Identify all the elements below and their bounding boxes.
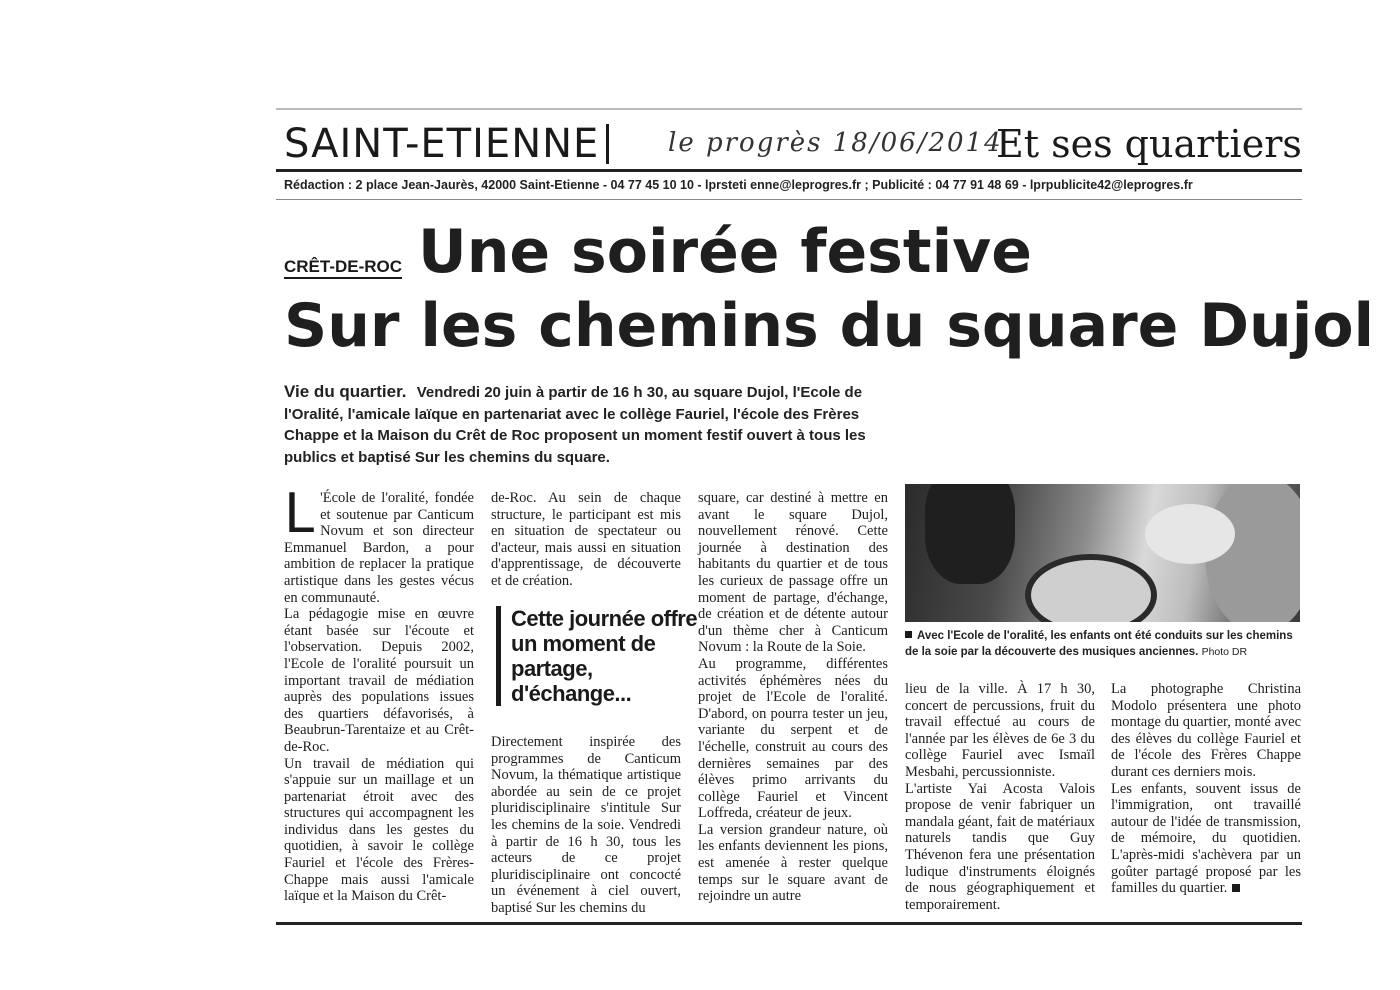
bottom-rule [276,922,1302,925]
article-photo [905,484,1300,622]
column-3-paragraph-2: Au programme, différentes activités éphémères nées du projet de l'Ecole de l'oralité. D'abord, on pourra tester un jeu, variante du serpent et de l'échelle, construit au cours des dernières semaines par des élèves primo arrivants du collège Fauriel et Vincent Loffreda, créateur de jeux. [698,655,888,822]
rubric-label: CRÊT-DE-ROC [284,257,402,279]
end-of-article-icon [1232,884,1240,892]
city-title: SAINT-ETIENNE [284,121,600,167]
caption-text: Avec l'Ecole de l'oralité, les enfants ont été conduits sur les chemins de la soie par la découverte des musiques anciennes. [905,630,1293,658]
article-column-2 [491,490,681,590]
section-title: Et ses quartiers [996,122,1302,166]
column-5-paragraph-2: Les enfants, souvent issus de l'immigration, ont travaillé autour de l'idée de transmission, de mémoire, du quotidien. L'après-midi s'achèvera par un goûter partagé proposé par les familles du quartier. [1111,780,1301,897]
column-4-paragraph-1: lieu de la ville. À 17 h 30, concert de percussions, fruit du travail effectué au cours de l'année par les élèves de 6e 3 du collège Fauriel avec Ismaïl Mesbahi, percussionniste. [905,681,1095,780]
photo-credit: Photo DR [1201,646,1248,658]
article-standfirst [284,381,894,468]
article-column-1 [284,482,474,905]
article-column-2-continued [491,734,681,917]
column-1-paragraph-2: La pédagogie mise en œuvre étant basée sur l'écoute et l'observation. Depuis 2002, l'Ecole de l'oralité poursuit un important travail de médiation auprès des populations issues des quartiers défavorisés, à Beaubrun-Tarentaize et au Crêt-de-Roc. [284,606,474,755]
column-5-paragraph-1: La photographe Christina Modolo présentera une photo montage du quartier, monté avec des élèves du collège Fauriel et de l'école des Frères Chappe durant ces derniers mois. [1111,681,1301,780]
column-4-paragraph-2: L'artiste Yai Acosta Valois propose de venir fabriquer un mandala géant, fait de matériaux naturels tandis que Guy Thévenon fera une présentation ludique d'instruments éloignés de nous géographiquement et temporairement. [905,780,1095,913]
drop-cap: L [284,482,315,545]
column-3-paragraph-3: La version grandeur nature, où les enfants deviennent les pions, est amenée à rester quelque temps sur le square avant de rejoindre un autre [698,821,888,905]
column-5-paragraph-2-wrap [1111,781,1301,897]
column-2-paragraph-2: Directement inspirée des programmes de Canticum Novum, la thématique artistique abordée au sein de ce projet pluridisciplinaire s'intitule Sur les chemins de la soie. Vendredi à partir de 16 h 30, tous les acteurs de ce projet pluridisciplinaire ont concocté un événement à ciel ouvert, baptisé Sur les chemins du [491,734,681,916]
headline-line-2: Sur les chemins du square Dujol [284,291,1375,361]
photo-caption [905,628,1303,660]
top-rule [276,108,1302,110]
standfirst-text: Vendredi 20 juin à partir de 16 h 30, au square Dujol, l'Ecole de l'Oralité, l'amicale laïque en partenariat avec le collège Fauriel, l'école des Frères Chappe et la Maison du Crêt de Roc proposent un moment festif ouvert à tous les publics et baptisé Sur les chemins du square. [284,384,866,466]
standfirst-lead: Vie du quartier. [284,382,407,401]
contact-bottom-rule [276,199,1302,200]
contact-line: Rédaction : 2 place Jean-Jaurès, 42000 Saint-Etienne - 04 77 45 10 10 - lprsteti enne@leprogres.fr ; Publicité : 04 77 91 48 69 - lprpublicite42@leprogres.fr [284,178,1193,192]
handwritten-source-note: le progrès 18/06/2014 [668,128,1003,158]
pull-quote: Cette journée offre un moment de partage, d'échange... [496,606,701,706]
article-column-5 [1111,681,1301,897]
caption-bullet-icon [905,631,912,638]
column-3-paragraph-1: square, car destiné à mettre en avant le square Dujol, nouvellement rénové. Cette journée à destination des habitants du quartier et de tous les curieux de passage offre un moment de partage, d'échange, de création et de détente autour d'un thème cher à Canticum Novum : la Route de la Soie. [698,490,888,656]
header-separator [606,124,609,164]
article-column-4 [905,681,1095,913]
headline-line-1: Une soirée festive [418,217,1032,287]
article-column-3 [698,490,888,905]
column-2-paragraph-1: de-Roc. Au sein de chaque structure, le participant est mis en situation de spectateur ou d'acteur, mais aussi en situation d'apprentissage, de découverte et de création. [491,490,681,589]
column-1-paragraph-1: 'École de l'oralité, fondée et soutenue par Canticum Novum et son directeur Emmanuel Bardon, a pour ambition de replacer la pratique artistique dans les gestes vécus en communauté. [284,490,474,606]
column-1-paragraph-3: Un travail de médiation qui s'appuie sur un maillage et un partenariat étroit avec des structures qui accompagnent les individus dans les gestes du quotidien, à savoir le collège Fauriel et l'école des Frères-Chappe mais aussi l'amicale laïque et la Maison du Crêt- [284,755,474,905]
